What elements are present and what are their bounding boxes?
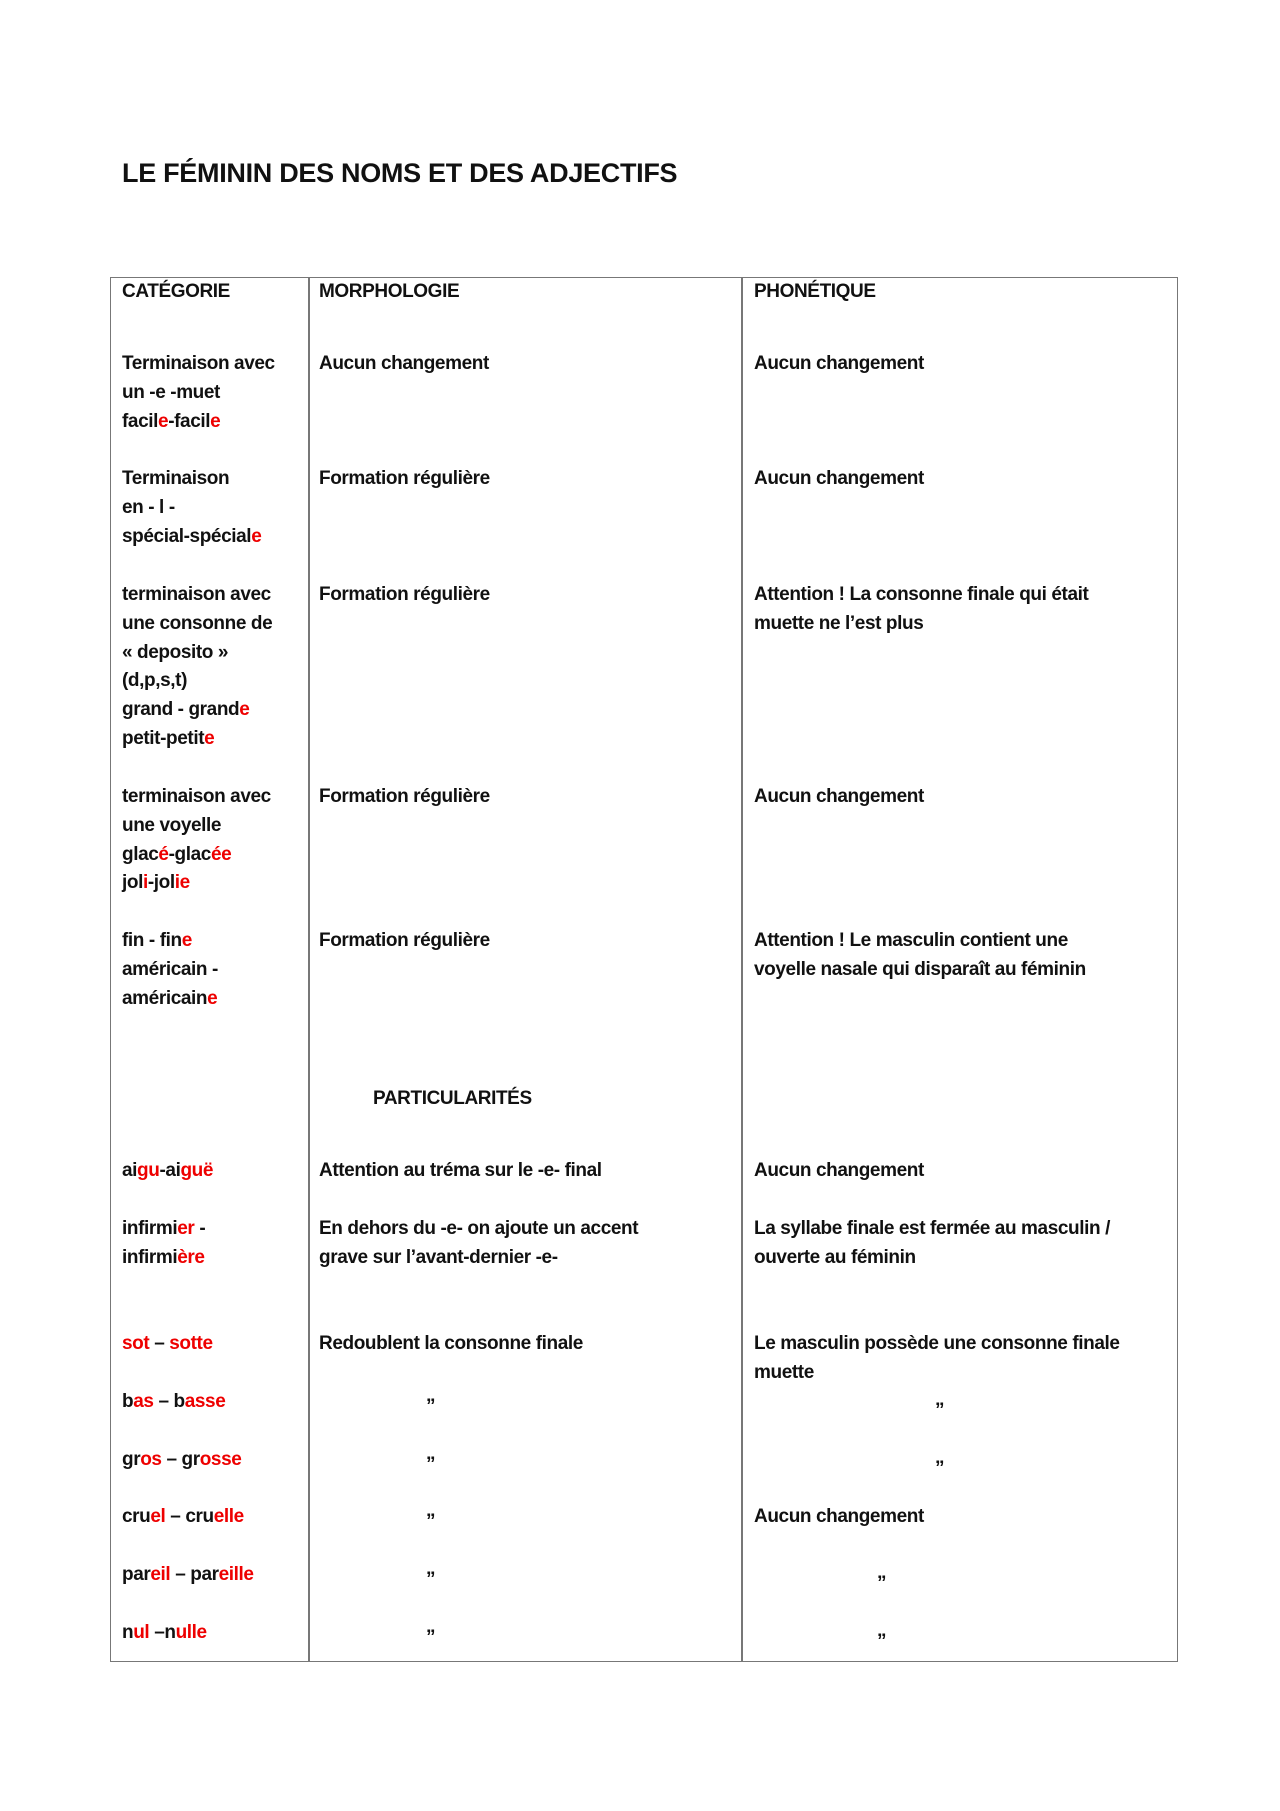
word-part: Terminaison — [122, 468, 230, 489]
morphologie-cell — [319, 1157, 602, 1186]
word-part: Terminaison avec — [122, 353, 275, 374]
category-line — [122, 523, 261, 552]
category-line — [122, 494, 261, 523]
text-line: Aucun changement — [754, 1160, 924, 1181]
word-part: ai — [122, 1160, 138, 1181]
word-part: b — [173, 1391, 185, 1412]
header-morphologie: MORPHOLOGIE — [319, 281, 460, 302]
text-line: muette — [754, 1361, 814, 1383]
category-line — [122, 956, 218, 985]
feminine-ending: os — [140, 1449, 162, 1470]
feminine-ending: i — [142, 872, 148, 894]
text-line: Aucun changement — [319, 353, 489, 374]
category-line — [122, 1157, 213, 1186]
category-cell — [122, 350, 275, 436]
word-part: fin - fin — [122, 930, 182, 951]
text-line: ouverte au féminin — [754, 1246, 916, 1268]
text-line: Aucun changement — [754, 468, 924, 489]
phonetique-cell — [754, 1157, 924, 1186]
text-line: Formation régulière — [319, 584, 490, 605]
header-phonetique: PHONÉTIQUE — [754, 281, 876, 302]
feminine-ending: é — [158, 843, 169, 865]
feminine-ending: e — [158, 410, 169, 432]
word-part: grand - grand — [122, 699, 240, 721]
feminine-ending: e — [210, 410, 221, 432]
category-line — [122, 1215, 205, 1244]
category-cell — [122, 1330, 213, 1359]
feminine-ending: e — [239, 699, 250, 721]
feminine-ending: eil — [150, 1564, 171, 1585]
feminine-ending: e — [181, 930, 192, 951]
word-part: américain - — [122, 958, 218, 980]
word-part: petit-petit — [122, 727, 205, 749]
page-title: LE FÉMININ DES NOMS ET DES ADJECTIFS — [122, 158, 678, 188]
feminine-ending: otte — [179, 1333, 213, 1354]
morphologie-cell — [319, 350, 489, 379]
feminine-ending: ul — [133, 1622, 150, 1643]
category-line — [122, 408, 275, 437]
category-line — [122, 1619, 207, 1648]
morphologie-cell — [319, 1215, 638, 1273]
word-part: – — [165, 1506, 186, 1527]
category-line — [122, 350, 275, 379]
phonetique-cell — [754, 1330, 1120, 1388]
ditto-mark: ” — [935, 1458, 945, 1479]
category-line — [122, 841, 271, 870]
text-line: Formation régulière — [319, 468, 490, 489]
text-line: Aucun changement — [754, 786, 924, 807]
word-part: glac — [122, 843, 159, 865]
feminine-ending: s — [122, 1333, 133, 1354]
word-part: – — [161, 1449, 182, 1470]
category-line — [122, 696, 272, 725]
category-cell — [122, 1446, 241, 1475]
section-particularites: PARTICULARITÉS — [373, 1088, 532, 1109]
text-line: muette ne l’est plus — [754, 612, 924, 634]
text-line: Aucun changement — [754, 353, 924, 374]
phonetique-cell — [754, 927, 1086, 985]
word-part: infirmi — [122, 1218, 178, 1239]
morphologie-cell — [319, 927, 490, 956]
category-cell — [122, 927, 218, 1013]
text-line: Formation régulière — [319, 786, 490, 807]
word-part: facil — [122, 410, 159, 432]
category-cell — [122, 1157, 213, 1186]
phonetique-cell — [754, 581, 1088, 639]
word-part: – — [149, 1622, 165, 1643]
feminine-ending: ère — [177, 1246, 205, 1268]
ditto-mark: ” — [877, 1573, 887, 1594]
feminine-rules-table — [110, 277, 1178, 1662]
word-part: par — [122, 1564, 151, 1585]
category-line — [122, 783, 271, 812]
word-part: cru — [185, 1506, 214, 1527]
category-line — [122, 667, 272, 696]
ditto-mark: ” — [426, 1569, 436, 1590]
word-part: -facil — [168, 410, 211, 432]
word-part: jol — [122, 872, 143, 894]
word-part: – — [153, 1391, 174, 1412]
feminine-ending: e — [204, 727, 215, 749]
category-line — [122, 869, 271, 898]
feminine-ending: el — [150, 1506, 166, 1527]
category-line — [122, 1561, 254, 1590]
category-line — [122, 1503, 244, 1532]
category-cell — [122, 581, 272, 754]
text-line: Attention ! Le masculin contient une — [754, 930, 1068, 951]
word-part: terminaison avec — [122, 584, 271, 605]
category-line — [122, 1446, 241, 1475]
word-part: un -e -muet — [122, 381, 220, 403]
word-part: terminaison avec — [122, 786, 271, 807]
category-cell — [122, 1503, 244, 1532]
text-line: Formation régulière — [319, 930, 490, 951]
column-divider — [308, 278, 310, 1661]
category-line — [122, 927, 218, 956]
text-line: La syllabe finale est fermée au masculin / — [754, 1218, 1110, 1239]
category-line — [122, 379, 275, 408]
word-part: -glac — [168, 843, 211, 865]
text-line: Aucun changement — [754, 1506, 924, 1527]
category-cell — [122, 1388, 225, 1417]
text-line: Redoublent la consonne finale — [319, 1333, 583, 1354]
category-cell — [122, 465, 261, 551]
word-part: infirmi — [122, 1246, 178, 1268]
feminine-ending: guë — [180, 1160, 214, 1181]
ditto-mark: ” — [426, 1454, 436, 1475]
word-part: (d,p,s,t) — [122, 670, 187, 692]
word-part: n — [164, 1622, 176, 1643]
feminine-ending: ée — [210, 843, 232, 865]
column-divider — [741, 278, 743, 1661]
header-categorie: CATÉGORIE — [122, 281, 230, 302]
morphologie-cell — [319, 465, 490, 494]
text-line: Le masculin possède une consonne finale — [754, 1333, 1120, 1354]
feminine-ending: s — [169, 1333, 180, 1354]
word-part: gr — [122, 1449, 141, 1470]
category-line — [122, 465, 261, 494]
category-line — [122, 812, 271, 841]
morphologie-cell — [319, 581, 490, 610]
word-part: américain — [122, 987, 208, 1009]
word-part: n — [122, 1622, 134, 1643]
word-part: - — [194, 1218, 206, 1239]
word-part: par — [190, 1564, 219, 1585]
feminine-ending: asse — [184, 1391, 226, 1412]
category-line — [122, 581, 272, 610]
text-line: Attention au tréma sur le -e- final — [319, 1160, 602, 1181]
phonetique-cell — [754, 1215, 1110, 1273]
word-part: en - l - — [122, 496, 175, 518]
ditto-mark: ” — [877, 1631, 887, 1652]
feminine-ending: gu — [137, 1160, 160, 1181]
text-line: En dehors du -e- on ajoute un accent — [319, 1218, 639, 1239]
word-part: -ai — [159, 1160, 181, 1181]
category-line — [122, 985, 218, 1014]
feminine-ending: as — [133, 1391, 154, 1412]
category-cell — [122, 1215, 205, 1273]
word-part: « deposito » — [122, 641, 229, 663]
feminine-ending: e — [207, 987, 218, 1009]
feminine-ending: osse — [199, 1449, 242, 1470]
category-line — [122, 639, 272, 668]
word-part: spécial-spécial — [122, 525, 252, 547]
category-line — [122, 610, 272, 639]
morphologie-cell — [319, 783, 490, 812]
ditto-mark: ” — [426, 1396, 436, 1417]
text-line: Attention ! La consonne finale qui était — [754, 584, 1089, 605]
word-part: – — [149, 1333, 170, 1354]
text-line: grave sur l’avant-dernier -e- — [319, 1246, 558, 1268]
ditto-mark: ” — [426, 1511, 436, 1532]
word-part: une voyelle — [122, 814, 222, 836]
ditto-mark: ” — [935, 1400, 945, 1421]
feminine-ending: ulle — [175, 1622, 207, 1643]
word-part: cru — [122, 1506, 151, 1527]
text-line: voyelle nasale qui disparaît au féminin — [754, 958, 1086, 980]
word-part: – — [170, 1564, 191, 1585]
feminine-ending: ie — [174, 872, 190, 894]
category-line — [122, 1388, 225, 1417]
category-cell — [122, 1619, 207, 1648]
feminine-ending: ot — [132, 1333, 150, 1354]
phonetique-cell — [754, 465, 924, 494]
category-cell — [122, 783, 271, 898]
category-line — [122, 1330, 213, 1359]
category-line — [122, 725, 272, 754]
category-line — [122, 1244, 205, 1273]
word-part: gr — [181, 1449, 200, 1470]
feminine-ending: e — [251, 525, 262, 547]
feminine-ending: elle — [213, 1506, 244, 1527]
morphologie-cell — [319, 1330, 583, 1359]
word-part: -jol — [147, 872, 175, 894]
phonetique-cell — [754, 350, 924, 379]
word-part: b — [122, 1391, 134, 1412]
phonetique-cell — [754, 783, 924, 812]
ditto-mark: ” — [426, 1627, 436, 1648]
word-part: une consonne de — [122, 612, 273, 634]
feminine-ending: er — [177, 1218, 195, 1239]
feminine-ending: eille — [218, 1564, 254, 1585]
phonetique-cell — [754, 1503, 924, 1532]
category-cell — [122, 1561, 254, 1590]
